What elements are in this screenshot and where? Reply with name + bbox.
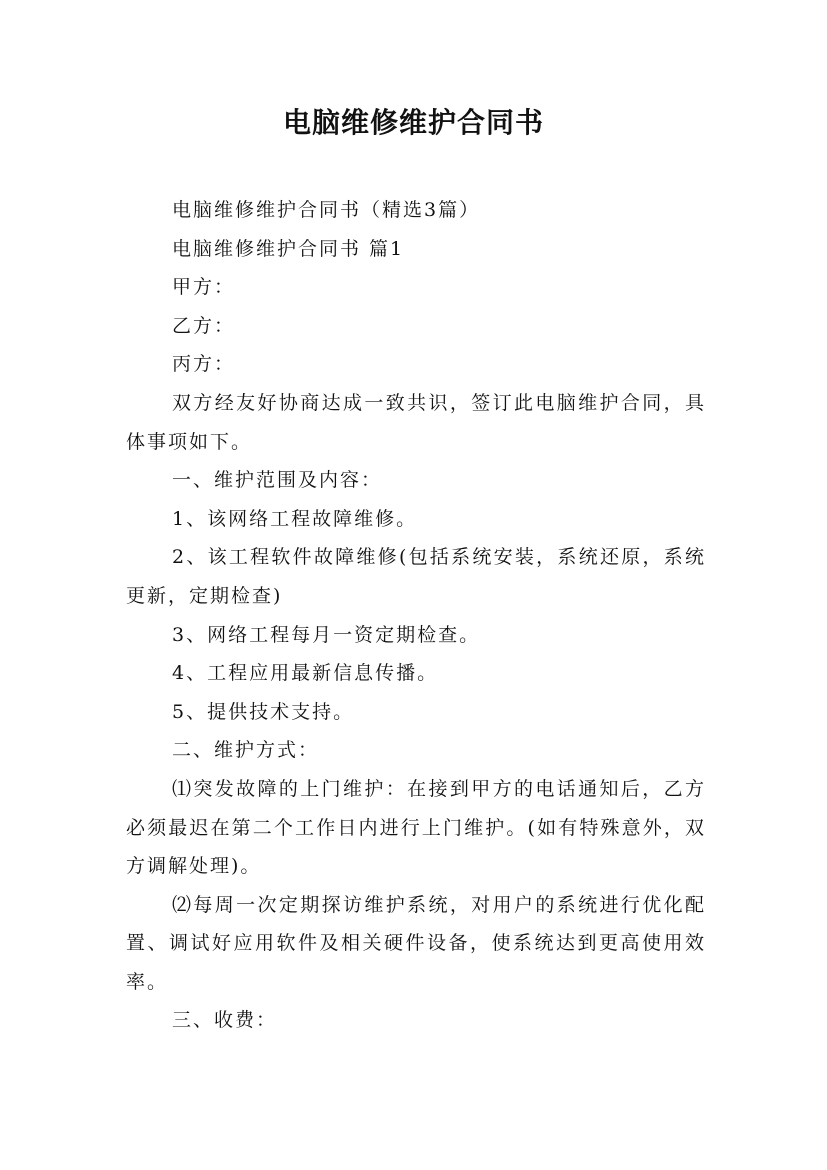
paragraph-party-a: 甲方： [172,276,236,299]
document-title: 电脑维修维护合同书 [282,106,544,139]
document-body [126,191,706,1040]
paragraph-scope-item-3: 3、网络工程每月一资定期检查。 [172,623,481,646]
paragraph-intro: 双方经友好协商达成一致共识，签订此电脑维护合同，具体事项如下。 [126,391,706,453]
paragraph-scope-item-1: 1、该网络工程故障维修。 [172,507,418,530]
paragraph-section-heading: 电脑维修维护合同书 篇1 [172,237,405,260]
paragraph-scope-heading: 一、维护范围及内容： [172,469,383,492]
paragraph-scope-item-2: 2、该工程软件故障维修(包括系统安装，系统还原，系统更新，定期检查) [126,546,706,607]
paragraph-scope-item-4: 4、工程应用最新信息传播。 [172,662,439,685]
paragraph-method-item-1: ⑴突发故障的上门维护：在接到甲方的电话通知后，乙方必须最迟在第二个工作日内进行上门维护。(如有特殊意外，双方调解处理)。 [126,777,706,878]
paragraph-party-c: 丙方： [172,353,236,376]
paragraph-method-item-2: ⑵每周一次定期探访维护系统，对用户的系统进行优化配置、调试好应用软件及相关硬件设备，使系统达到更高使用效率。 [126,893,706,993]
paragraph-fee-heading: 三、收费： [172,1009,278,1032]
paragraph-method-heading: 二、维护方式： [172,739,320,762]
paragraph-subtitle: 电脑维修维护合同书（精选3篇） [172,199,481,221]
paragraph-scope-item-5: 5、提供技术支持。 [172,700,355,723]
paragraph-party-b: 乙方： [172,314,236,337]
